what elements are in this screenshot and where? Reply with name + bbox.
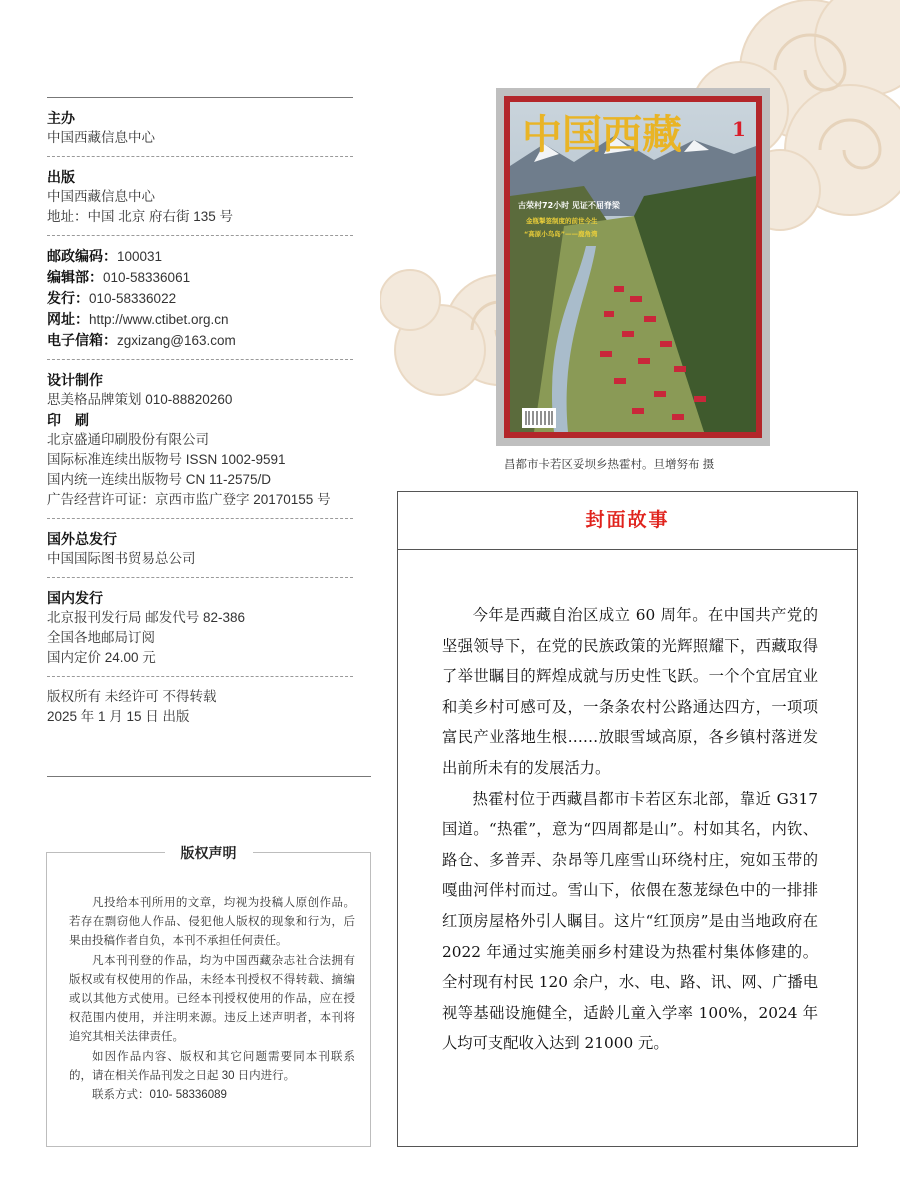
domestic-dist-line: 全国各地邮局订阅 (47, 630, 155, 645)
contact-email: 电子信箱：zgxizang@163.com (47, 332, 236, 348)
copyright-notice-title: 版权声明 (165, 843, 253, 863)
sponsor-section (47, 98, 353, 156)
copyright-notice-box (46, 845, 371, 1147)
rights-line: 版权所有 未经许可 不得转载 (47, 689, 217, 704)
printing-line: 广告经营许可证：京西市监广登字 20170155 号 (47, 492, 331, 507)
contact-postcode: 邮政编码：100031 (47, 248, 163, 264)
notice-contact: 联系方式：010- 58336089 (92, 1089, 227, 1102)
publish-date: 2025 年 1 月 15 日 出版 (47, 709, 190, 724)
magazine-cover (496, 88, 770, 446)
foreign-dist-section (47, 519, 353, 577)
domestic-dist-line: 国内定价 24.00 元 (47, 650, 156, 665)
colophon (47, 97, 353, 735)
cover-headline-3: “高原小鸟岛”——鹿角湾 (524, 230, 598, 238)
domestic-dist-line: 北京报刊发行局 邮发代号 82-386 (47, 610, 246, 625)
sponsor-label: 主办 (47, 110, 75, 126)
contact-editorial: 编辑部：010-58336061 (47, 269, 191, 285)
contacts-section (47, 236, 353, 359)
cover-story-title: 封面故事 (398, 492, 857, 550)
cover-story-body (442, 600, 818, 1059)
design-label: 设计制作 (47, 372, 103, 388)
cover-headline-1: 古荣村72小时 见证不屈脊梁 (518, 201, 620, 210)
sponsor-value: 中国西藏信息中心 (47, 130, 155, 145)
printing-line: 北京盛通印刷股份有限公司 (47, 432, 209, 447)
foreign-dist-value: 中国国际图书贸易总公司 (47, 551, 196, 566)
story-paragraph: 热霍村位于西藏昌都市卡若区东北部，靠近 G317 国道。“热霍”，意为“四周都是山”。村如其名，内钦、路仓、多普弄、杂昂等几座雪山环绕村庄，宛如玉带的嘎曲河伴村而过。雪山下，依偎在葱茏绿色中的一排排红顶房屋格外引人瞩目。这片“红顶房”是由当地政府在 2022 年通过实施美丽乡村建设为热霍村集体修建的。全村现有村民 120 余户，水、电、路、讯、网、广播电视等基础设施健全，适龄儿童入学率 100%，2024 年人均可支配收入达到 21000 元。 (442, 789, 818, 1053)
publisher-section (47, 157, 353, 235)
notice-paragraph: 如因作品内容、版权和其它问题需要同本刊联系的，请在相关作品刊发之日起 30 日内进行。 (69, 1050, 355, 1082)
barcode-icon (522, 408, 556, 428)
contact-distribution: 发行：010-58336022 (47, 290, 177, 306)
copyright-notice-body (69, 894, 355, 1105)
design-value: 思美格品牌策划 010-88820260 (47, 392, 233, 407)
cover-headline-2: 金瓶掣签制度的前世今生 (526, 217, 598, 225)
cover-story-box (397, 491, 858, 1147)
printing-label: 印 刷 (47, 412, 89, 428)
cover-image (504, 96, 762, 438)
printing-line: 国际标准连续出版物号 ISSN 1002-9591 (47, 452, 286, 467)
design-printing-section (47, 360, 353, 518)
cover-caption: 昌都市卡若区妥坝乡热霍村。旦增努布 摄 (504, 459, 715, 471)
publisher-label: 出版 (47, 169, 75, 185)
contact-website: 网址：http://www.ctibet.org.cn (47, 311, 229, 327)
story-paragraph: 今年是西藏自治区成立 60 周年。在中国共产党的坚强领导下，在党的民族政策的光辉照耀下，西藏取得了举世瞩目的辉煌成就与历史性飞跃。一个个宜居宜业和美乡村可感可及，一条条农村公路通达四方，一项项富民产业落地生根……放眼雪域高原，各乡镇村落迸发出前所未有的发展活力。 (442, 606, 818, 777)
domestic-dist-section (47, 578, 353, 676)
rights-section (47, 677, 353, 735)
foreign-dist-label: 国外总发行 (47, 531, 117, 547)
publisher-address: 地址：中国 北京 府右街 135 号 (47, 209, 234, 224)
publisher-value: 中国西藏信息中心 (47, 189, 155, 204)
printing-line: 国内统一连续出版物号 CN 11-2575/D (47, 472, 272, 487)
cover-masthead: 中国西藏 (522, 111, 682, 158)
notice-paragraph: 凡本刊刊登的作品，均为中国西藏杂志社合法拥有版权或有权使用的作品，未经本刊授权不得转载、摘编或以其他方式使用。已经本刊授权使用的作品，应在授权范围内使用，并注明来源。违反上述声明者，本刊将追究其相关法律责任。 (69, 954, 355, 1044)
notice-paragraph: 凡投给本刊所用的文章，均视为投稿人原创作品。若存在剽窃他人作品、侵犯他人版权的现象和行为，后果由投稿作者自负，本刊不承担任何责任。 (69, 897, 355, 948)
domestic-dist-label: 国内发行 (47, 590, 103, 606)
cover-issue-number: 1 (732, 117, 746, 141)
bottom-rule (47, 776, 371, 777)
